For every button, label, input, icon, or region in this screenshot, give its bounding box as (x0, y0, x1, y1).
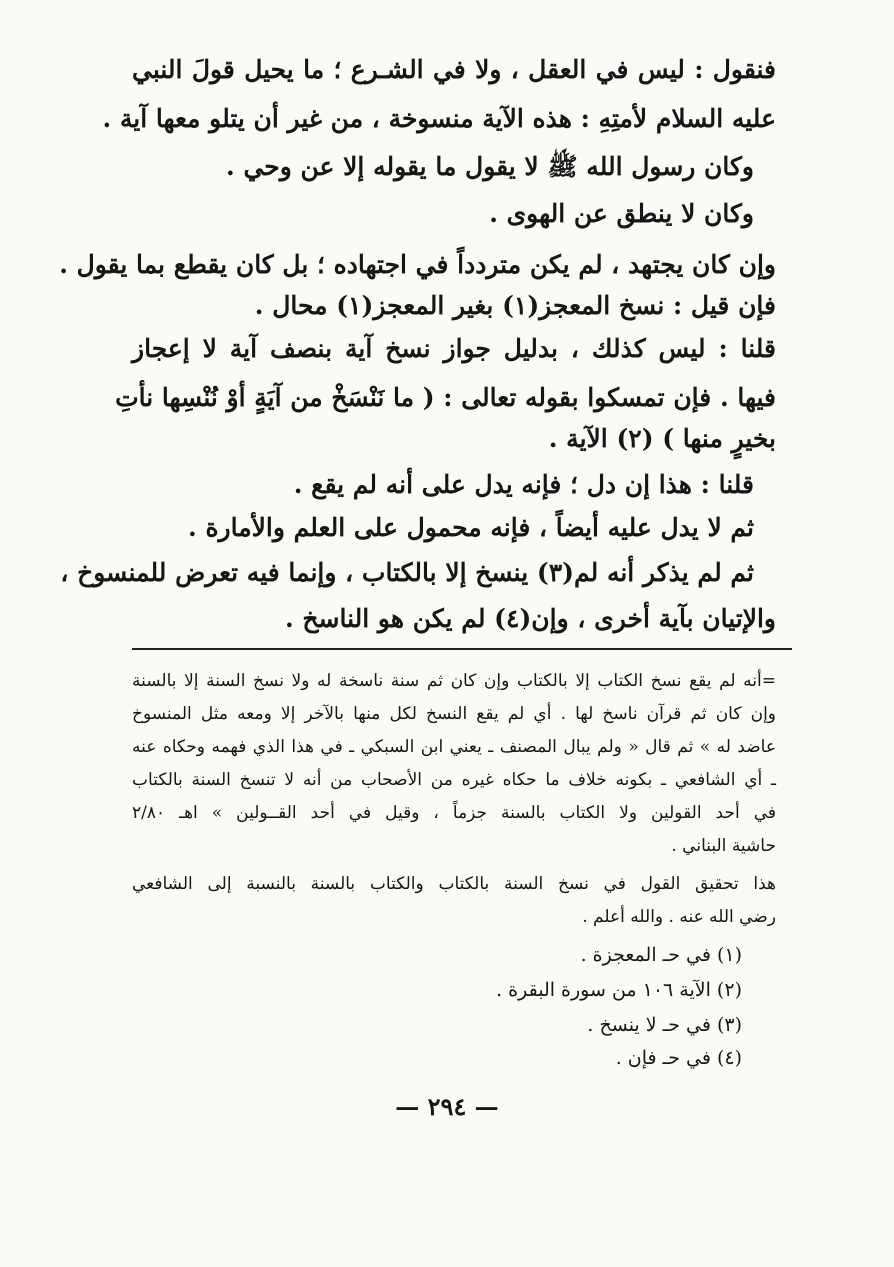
main-line-10: قلنا : هذا إن دل ؛ فإنه يدل على أنه لم يقع . (293, 470, 754, 499)
main-line-13: والإتيان بآية أخرى ، وإن(٤) لم يكن هو الناسخ . (285, 604, 776, 633)
main-line-1: فنقول : ليس في العقل ، ولا في الشـرع ؛ ما يحيل قولَ النبي (132, 55, 776, 84)
note-line-2: وإن كان ثم قرآن ناسخ لها . أي لم يقع النسخ لكل منها بالآخر إلا ومعه مثل المنسوخ (132, 704, 776, 724)
main-line-12: ثم لم يذكر أنه لم(٣) ينسخ إلا بالكتاب ، وإنما فيه تعرض للمنسوخ ، (60, 558, 754, 587)
main-line-7: قلنا : ليس كذلك ، بدليل جواز نسخ آية بنصف آية لا إعجاز (132, 334, 776, 363)
note-line-6: حاشية البناني . (671, 836, 776, 856)
footnote-1: (١) في حـ المعجزة . (580, 944, 742, 966)
footnote-4: (٤) في حـ فإن . (615, 1047, 742, 1069)
main-line-5: وإن كان يجتهد ، لم يكن متردداً في اجتهاده ؛ بل كان يقطع بما يقول . (59, 250, 776, 279)
note-line-7: هذا تحقيق القول في نسخ السنة بالكتاب والكتاب بالسنة بالنسبة إلى الشافعي (132, 874, 776, 894)
footnote-separator (132, 648, 792, 650)
footnote-2: (٢) الآية ١٠٦ من سورة البقرة . (496, 979, 742, 1001)
note-line-5: في أحد القولين ولا الكتاب بالسنة جزماً ، وقيل في أحد القــولين » اهـ ٢/٨٠ (132, 803, 776, 823)
main-line-6: فإن قيل : نسخ المعجز(١) بغير المعجز(١) محال . (254, 291, 776, 320)
main-line-2: عليه السلام لأمتِهِ : هذه الآية منسوخة ، من غير أن يتلو معها آية . (102, 104, 776, 133)
main-line-3: وكان رسول الله ﷺ لا يقول ما يقوله إلا عن وحي . (226, 152, 754, 181)
main-line-11: ثم لا يدل عليه أيضاً ، فإنه محمول على العلم والأمارة . (188, 513, 754, 542)
main-line-9: بخيرٍ منها ) (٢) الآية . (548, 424, 776, 453)
page-number: — ٢٩٤ — (395, 1092, 499, 1121)
main-line-4: وكان لا ينطق عن الهوى . (489, 199, 754, 228)
note-line-3: عاضد له » ثم قال « ولم يبال المصنف ـ يعني ابن السبكي ـ في هذا الذي فهمه وحكاه عنه (132, 737, 776, 757)
main-line-8: فيها . فإن تمسكوا بقوله تعالى : ( ما نَنْسَخْ من آيَةٍ أوْ نُنْسِها نأتِ (115, 383, 776, 412)
note-line-4: ـ أي الشافعي ـ بكونه خلاف ما حكاه غيره من الأصحاب من أنه لا تنسخ السنة بالكتاب (132, 770, 776, 790)
note-line-8: رضي الله عنه . والله أعلم . (582, 907, 776, 927)
note-line-1: =أنه لم يقع نسخ الكتاب إلا بالكتاب وإن كان ثم سنة ناسخة له ولا نسخ السنة إلا بالسنة (132, 671, 776, 691)
footnote-3: (٣) في حـ لا ينسخ . (587, 1014, 742, 1036)
